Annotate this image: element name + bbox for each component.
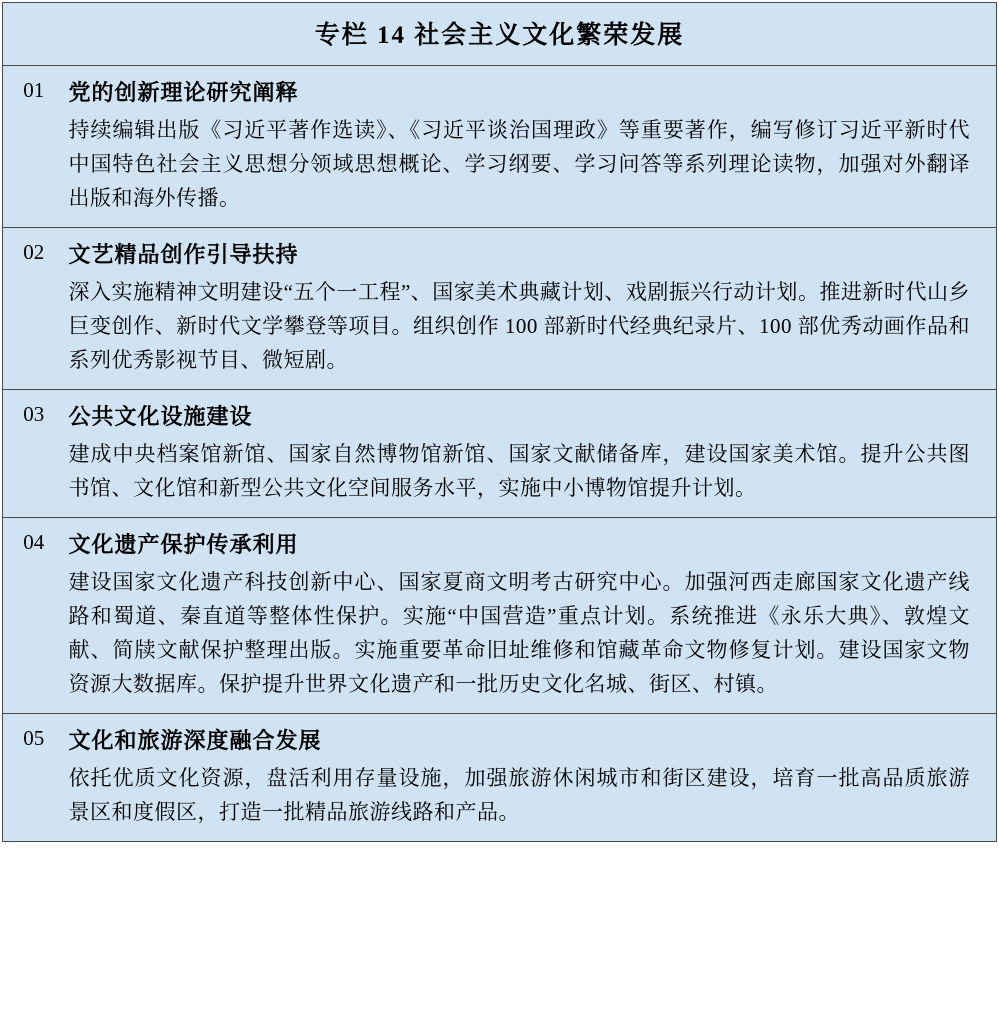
special-column-box xyxy=(2,2,997,842)
item-heading: 文化遗产保护传承利用 xyxy=(68,532,299,558)
item-text: 持续编辑出版《习近平著作选读》、《习近平谈治国理政》等重要著作，编写修订习近平新时代中国特色社会主义思想分领域思想概论、学习纲要、学习问答等系列理论读物，加强对外翻译出版和海外传播。 xyxy=(68,118,970,211)
table-row xyxy=(3,390,997,518)
item-number: 01 xyxy=(3,66,65,228)
item-text: 依托优质文化资源，盘活利用存量设施，加强旅游休闲城市和街区建设，培育一批高品质旅游景区和度假区，打造一批精品旅游线路和产品。 xyxy=(68,766,970,825)
table-row xyxy=(3,714,997,842)
box-title: 专栏 14 社会主义文化繁荣发展 xyxy=(314,22,685,49)
item-heading: 公共文化设施建设 xyxy=(68,404,253,430)
item-heading: 文艺精品创作引导扶持 xyxy=(68,242,299,268)
item-heading: 文化和旅游深度融合发展 xyxy=(68,728,322,754)
box-title-cell xyxy=(3,3,997,66)
item-body xyxy=(65,390,997,518)
item-number: 03 xyxy=(3,390,65,518)
table-row xyxy=(3,228,997,390)
item-body xyxy=(65,66,997,228)
item-number: 02 xyxy=(3,228,65,390)
table-row xyxy=(3,66,997,228)
item-number: 05 xyxy=(3,714,65,842)
table-row xyxy=(3,518,997,714)
item-body xyxy=(65,228,997,390)
item-text: 建成中央档案馆新馆、国家自然博物馆新馆、国家文献储备库，建设国家美术馆。提升公共图书馆、文化馆和新型公共文化空间服务水平，实施中小博物馆提升计划。 xyxy=(68,442,970,501)
item-number: 04 xyxy=(3,518,65,714)
item-text: 深入实施精神文明建设“五个一工程”、国家美术典藏计划、戏剧振兴行动计划。推进新时代山乡巨变创作、新时代文学攀登等项目。组织创作 100 部新时代经典纪录片、100 部优秀动画作品和系列优秀影视节目、微短剧。 xyxy=(68,280,970,373)
box-title-row xyxy=(3,3,997,66)
item-body xyxy=(65,518,997,714)
item-text: 建设国家文化遗产科技创新中心、国家夏商文明考古研究中心。加强河西走廊国家文化遗产线路和蜀道、秦直道等整体性保护。实施“中国营造”重点计划。系统推进《永乐大典》、敦煌文献、简牍文献保护整理出版。实施重要革命旧址维修和馆藏革命文物修复计划。建设国家文物资源大数据库。保护提升世界文化遗产和一批历史文化名城、街区、村镇。 xyxy=(68,570,970,697)
item-body xyxy=(65,714,997,842)
item-heading: 党的创新理论研究阐释 xyxy=(68,80,299,105)
